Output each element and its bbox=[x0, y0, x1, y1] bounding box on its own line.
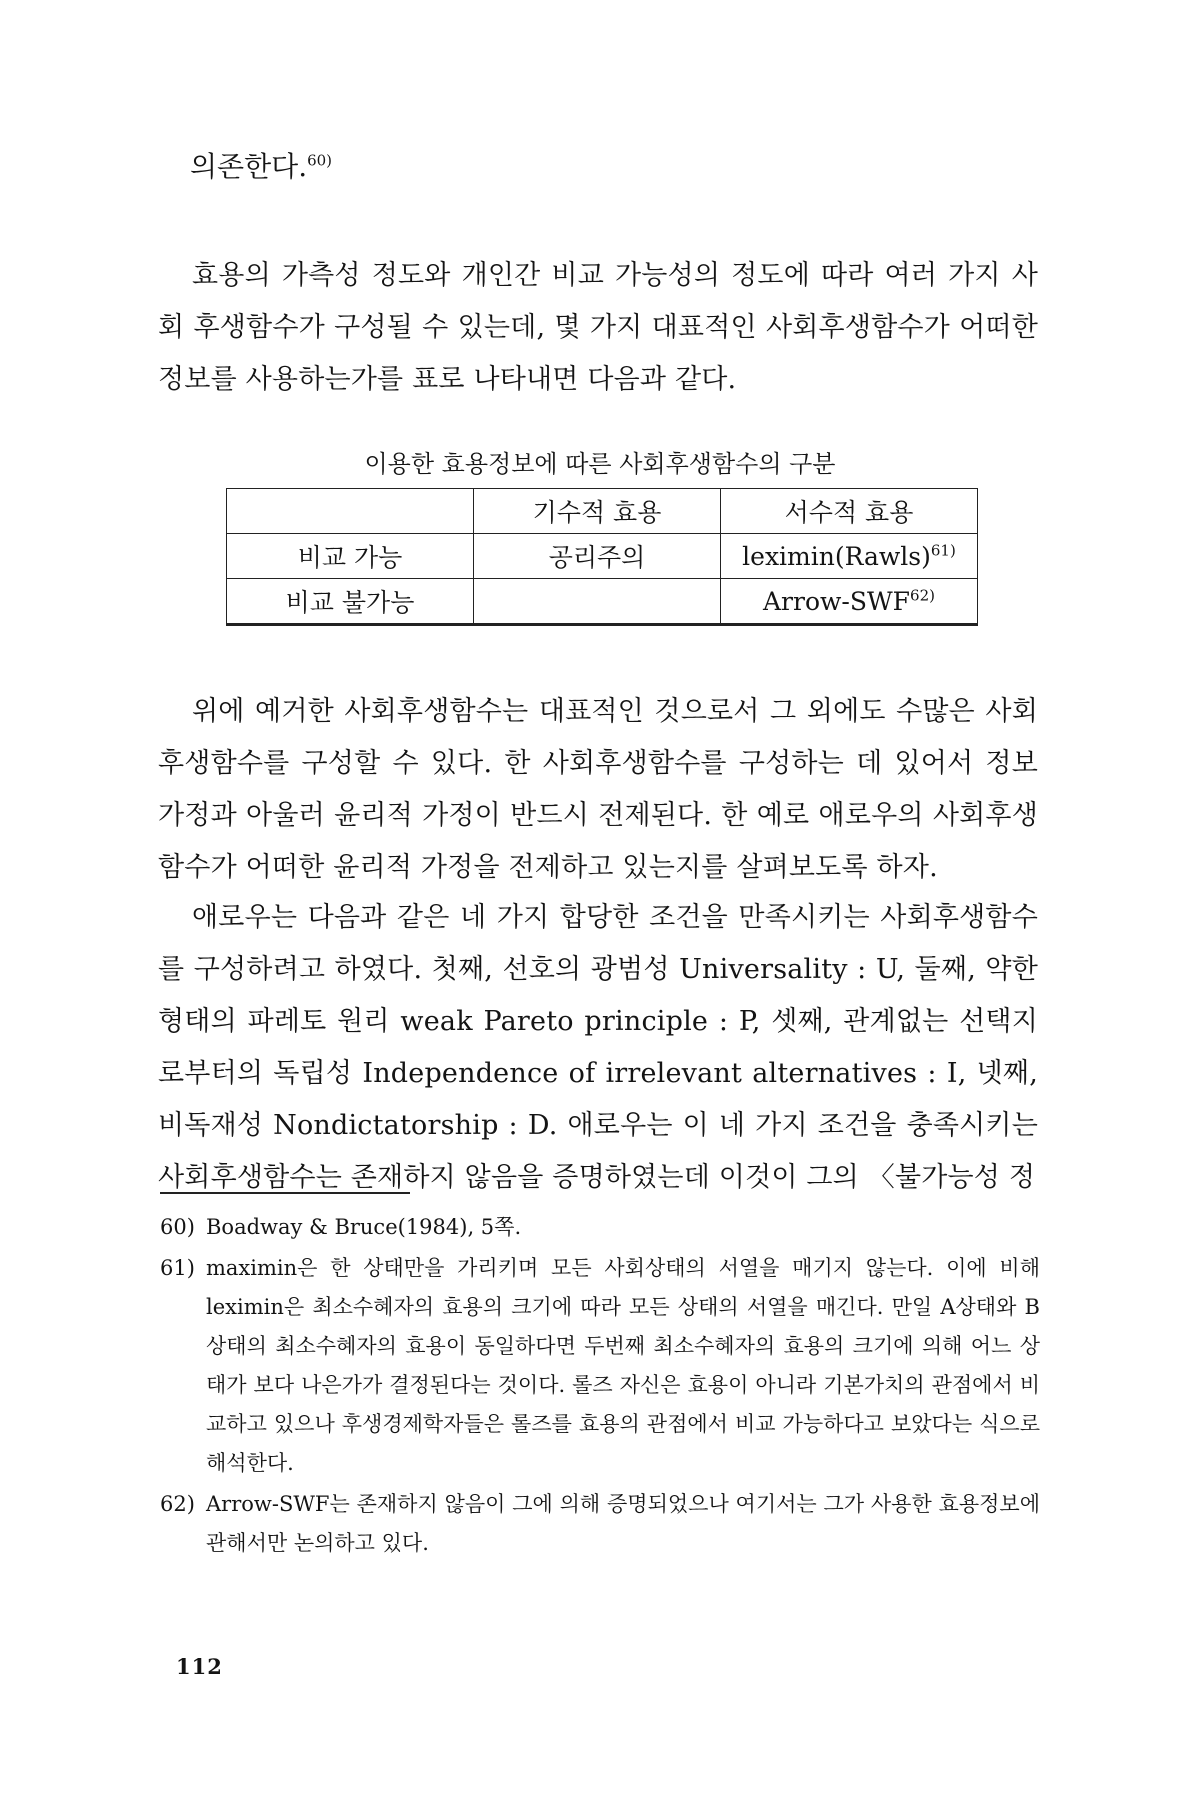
footnote-number: 60) bbox=[160, 1215, 195, 1239]
table-cell-ordinal-text: Arrow-SWF bbox=[763, 586, 911, 616]
footnote-divider bbox=[160, 1192, 410, 1194]
paragraph-2 bbox=[158, 686, 1038, 894]
footnote-text: Boadway & Bruce(1984), 5쪽. bbox=[206, 1215, 522, 1239]
paragraph-3-text: 애로우는 다음과 같은 네 가지 합당한 조건을 만족시키는 사회후생함수를 구성하려고 하였다. 첫째, 선호의 광범성 Universality : U, 둘째, 약한 형태의 파레토 원리 weak Pareto principle : P, 셋째, 관계없는 선택지로부터의 독립성 Independence of irrelevant alternatives : I, 넷째, 비독재성 Nondictatorship : D. 애로우는 이 네 가지 조건을 충족시키는 사회후생함수는 존재하지 않음을 증명하였는데 이것이 그의 〈불가능성 정 bbox=[158, 902, 1038, 1193]
table-row bbox=[227, 534, 978, 579]
table-cell-cardinal: 공리주의 bbox=[474, 534, 721, 579]
paragraph-1 bbox=[158, 250, 1038, 406]
table-header-row bbox=[227, 489, 978, 534]
continued-line-text: 의존한다. bbox=[190, 150, 308, 183]
footnote-number: 61) bbox=[160, 1256, 195, 1280]
footnotes bbox=[160, 1208, 1040, 1565]
footnote-number: 62) bbox=[160, 1492, 195, 1516]
footnote-text: Arrow-SWF는 존재하지 않음이 그에 의해 증명되었으나 여기서는 그가 사용한 효용정보에 관해서만 논의하고 있다. bbox=[206, 1492, 1040, 1555]
table-caption: 이용한 효용정보에 따른 사회후생함수의 구분 bbox=[364, 450, 836, 478]
continued-line bbox=[190, 140, 332, 194]
footnote-text: maximin은 한 상태만을 가리키며 모든 사회상태의 서열을 매기지 않는다. 이에 비해 leximin은 최소수혜자의 효용의 크기에 따라 모든 상태의 서열을 매긴다. 만일 A상태와 B상태의 최소수혜자의 효용이 동일하다면 두번째 최소수혜자의 효용의 크기에 의해 어느 상태가 보다 나은가가 결정된다는 것이다. 롤즈 자신은 효용이 아니라 기본가치의 관점에서 비교하고 있으나 후생경제학자들은 롤즈를 효용의 관점에서 비교 가능하다고 보았다는 식으로 해석한다. bbox=[206, 1256, 1040, 1475]
table-cell-ordinal bbox=[721, 534, 978, 579]
footnote-ref-60[interactable]: 60) bbox=[307, 151, 333, 170]
table-row-label: 비교 불가능 bbox=[227, 579, 474, 625]
page-number: 112 bbox=[176, 1654, 223, 1679]
utility-info-table bbox=[226, 488, 978, 626]
paragraph-1-text: 효용의 가측성 정도와 개인간 비교 가능성의 정도에 따라 여러 가지 사회 후생함수가 구성될 수 있는데, 몇 가지 대표적인 사회후생함수가 어떠한 정보를 사용하는가를 표로 나타내면 다음과 같다. bbox=[158, 260, 1038, 395]
table-header-ordinal: 서수적 효용 bbox=[721, 489, 978, 534]
table-row-label: 비교 가능 bbox=[227, 534, 474, 579]
table-cell-cardinal bbox=[474, 579, 721, 625]
table-cell-ordinal-text: leximin(Rawls) bbox=[742, 541, 931, 571]
paragraph-2-text: 위에 예거한 사회후생함수는 대표적인 것으로서 그 외에도 수많은 사회후생함수를 구성할 수 있다. 한 사회후생함수를 구성하는 데 있어서 정보 가정과 아울러 윤리적 가정이 반드시 전제된다. 한 예로 애로우의 사회후생함수가 어떠한 윤리적 가정을 전제하고 있는지를 살펴보도록 하자. bbox=[158, 696, 1038, 883]
footnote-62 bbox=[160, 1485, 1040, 1563]
table-header-cardinal: 기수적 효용 bbox=[474, 489, 721, 534]
footnote-ref-61[interactable]: 61) bbox=[930, 541, 956, 560]
footnote-ref-62[interactable]: 62) bbox=[910, 586, 935, 605]
table-header-corner bbox=[227, 489, 474, 534]
table-row bbox=[227, 579, 978, 625]
table-cell-ordinal bbox=[721, 579, 978, 625]
paragraph-3 bbox=[158, 892, 1038, 1204]
footnote-61 bbox=[160, 1249, 1040, 1483]
footnote-60 bbox=[160, 1208, 1040, 1247]
